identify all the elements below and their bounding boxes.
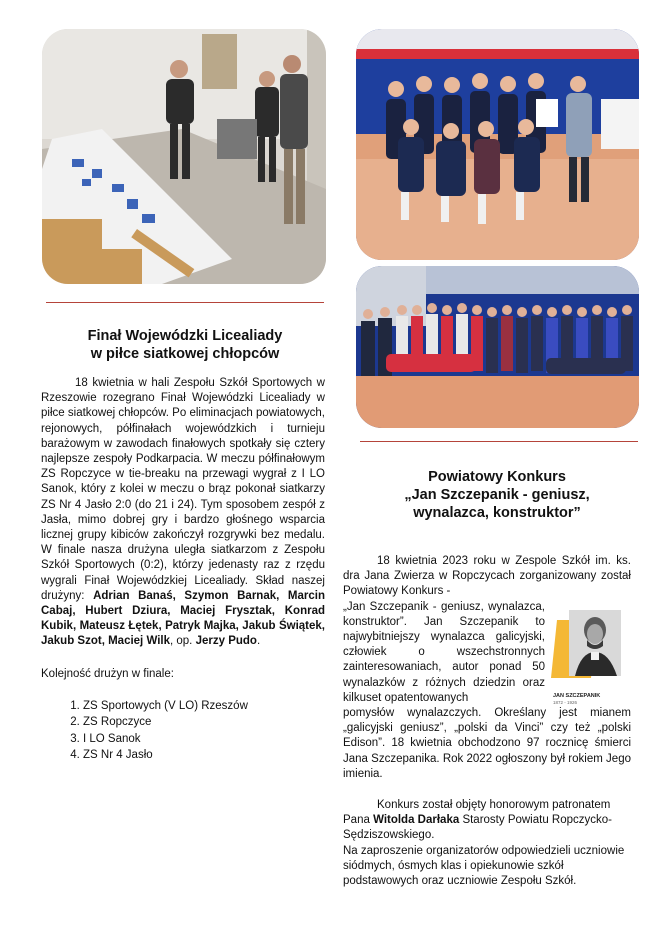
- right-divider: [360, 441, 638, 442]
- exhibition-photo: [42, 29, 326, 284]
- right-title-line-3: wynalazca, konstruktor”: [413, 505, 581, 521]
- right-paragraph-2: [343, 798, 631, 844]
- final-order-item: 4. ZS Nr 4 Jasło: [83, 747, 325, 764]
- coach-name: Jerzy Pudo: [195, 635, 257, 648]
- patron-after: Starosty Powiatu Ropczycko-Sędziszowskiego.: [343, 814, 612, 842]
- squad-names: Adrian Banaś, Szymon Barnak, Marcin Cabaj, Hubert Dziura, Maciej Frysztak, Konrad Kubik, Mateusz Łętek, Patryk Majka, Jakub Świątek, Jakub Szot, Maciej Wilk: [41, 589, 325, 648]
- coach-suffix: .: [256, 635, 261, 648]
- right-article-title: [352, 468, 642, 522]
- final-order-item: 1. ZS Sportowych (V LO) Rzeszów: [83, 698, 325, 715]
- right-paragraph-1-side: „Jan Szczepanik - geniusz, wynalazca, konstruktor”. Jan Szczepanik to najwybitniejszy wynalazca galicyjski, człowiek o wszechstronnych zainteresowaniach, autor ponad 50 wynalazków z różnych dziedzin oraz kilkuset opatentowanych: [343, 600, 545, 704]
- patron-before: Konkurs został objęty honorowym patronatem Pana: [343, 799, 611, 827]
- right-paragraph-1-rest: pomysłów wynalazczych. Określany jest mianem „galicyjski geniusz”, „polski da Vinci” czy też „polski Edison”. 18 kwietnia obchodzono 97 rocznicę śmierci Jana Szczepanika. Rok 2022 ogłoszony był rokiem Jego imienia.: [343, 707, 631, 780]
- final-order-label: Kolejność drużyn w finale:: [41, 667, 174, 680]
- portrait-years: 1872 - 1926: [553, 699, 578, 705]
- tournament-group-photo: [356, 266, 639, 428]
- right-title-line-2: „Jan Szczepanik - geniusz,: [404, 487, 590, 503]
- squad-prefix: Skład naszej drużyny:: [41, 574, 325, 602]
- jan-szczepanik-portrait: [551, 608, 631, 705]
- right-paragraph-3: Na zaproszenie organizatorów odpowiedzieli uczniowie siódmych, ósmych klas i opiekunowie szkół podstawowych oraz uczniowie Zespołu Szkół.: [343, 844, 625, 888]
- team-photo: [356, 29, 639, 260]
- portrait-caption: JAN SZCZEPANIK: [553, 692, 601, 699]
- left-article-body: [41, 376, 325, 764]
- final-order-item: 2. ZS Ropczyce: [83, 714, 325, 731]
- right-paragraph-1-top: 18 kwietnia 2023 roku w Zespole Szkół im. ks. dra Jana Zwierza w Ropczycach zorganizowany został Powiatowy Konkurs -: [343, 555, 631, 598]
- left-paragraph-text: 18 kwietnia w hali Zespołu Szkół Sportowych w Rzeszowie rozegrano Finał Wojewódzki Licealiady w piłce siatkowej chłopców. Po eliminacjach powiatowych, rejonowych, półfinałach wojewódzkich i turnieju barażowym w zawodach finałowych spotkały się cztery najlepsze zespoły Podkarpacia. W meczu półfinałowym ZS Ropczyce w tie-breaku na przewagi wygrał z I LO Sanok, który z kolei w meczu o brąz pokonał siatkarzy ZS Nr 4 Jasło 2:0 (do 21 i 24). Tym sposobem zespół z Jasła, mimo dobrej gry i bardzo głośnego wsparcia licznej grupy kibiców zakończył rozgrywki bez medalu. W finale nasza drużyna uległa siatkarzom z Zespołu Szkół Sportowych (0:2), którzy jedenasty raz z rzędu wygrali Finał Wojewódzkiej Licealiady.: [41, 377, 325, 587]
- final-order-list: [61, 698, 325, 764]
- final-order-item: 3. I LO Sanok: [83, 731, 325, 748]
- right-article-float-block: [343, 600, 631, 782]
- right-title-line-1: Powiatowy Konkurs: [428, 469, 566, 485]
- portrait-image: [551, 608, 631, 688]
- left-title-line-2: w piłce siatkowej chłopców: [90, 346, 280, 362]
- coach-prefix: , op.: [170, 635, 193, 648]
- right-article-body: [343, 554, 631, 889]
- left-divider: [46, 302, 324, 303]
- left-article-paragraph: [41, 376, 325, 650]
- patron-name: Witolda Darłaka: [373, 814, 460, 827]
- left-title-line-1: Finał Wojewódzki Licealiady: [87, 328, 283, 344]
- left-article-title: [40, 327, 330, 363]
